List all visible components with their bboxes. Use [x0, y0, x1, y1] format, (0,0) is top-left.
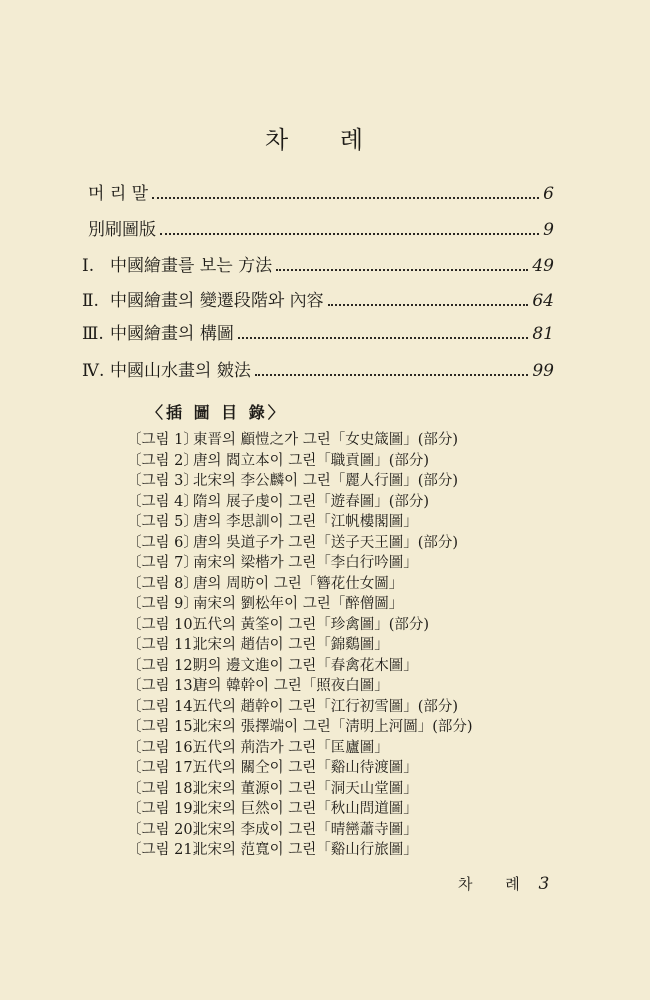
figure-item — [127, 756, 418, 776]
figure-description: 北宋의 李公麟이 그린「麗人行圖」(部分) — [193, 473, 459, 489]
figure-item — [127, 654, 418, 674]
toc-entry — [82, 285, 554, 311]
figure-item — [127, 797, 418, 817]
figure-item — [127, 838, 418, 858]
toc-leader-dots — [160, 232, 539, 235]
toc-entry-number: Ⅰ. — [82, 256, 95, 276]
figure-item — [127, 490, 429, 510]
figure-description: 五代의 荊浩가 그린「匡廬圖」 — [193, 739, 389, 756]
page-footer — [458, 873, 549, 894]
figure-item — [127, 777, 418, 797]
toc-entry-label: 中國繪畫의 變遷段階와 內容 — [110, 291, 324, 311]
toc-entry-page: 6 — [543, 184, 554, 204]
figure-label: 〔그림 13〕 — [127, 678, 208, 694]
figure-description: 五代의 趙幹이 그린「江行初雪圖」(部分) — [193, 698, 459, 715]
figure-item — [127, 572, 403, 592]
figure-label: 〔그림 7〕 — [127, 555, 198, 571]
toc-leader-dots — [328, 303, 529, 306]
toc-entry-page: 64 — [532, 291, 554, 311]
figure-description: 唐의 李思訓이 그린「江帆樓閣圖」 — [193, 514, 418, 530]
figure-label: 〔그림 17〕 — [127, 760, 208, 776]
toc-entry-page: 9 — [543, 220, 554, 240]
figure-description: 唐의 韓幹이 그린「照夜白圖」 — [193, 678, 389, 694]
toc-entry-label: 中國繪畫의 構圖 — [110, 324, 234, 344]
toc-entry-number: Ⅲ. — [82, 324, 104, 344]
figure-item — [127, 510, 418, 530]
figure-description: 明의 邊文進이 그린「春禽花木圖」 — [193, 657, 418, 674]
figure-description: 唐의 周昉이 그린「簪花仕女圖」 — [193, 575, 404, 592]
figure-description: 唐의 吳道子가 그린「送子天王圖」(部分) — [193, 534, 459, 551]
figure-item — [127, 551, 418, 571]
toc-entry — [88, 178, 554, 204]
toc-entry-number: Ⅱ. — [82, 291, 99, 311]
figure-item — [127, 449, 429, 469]
figure-label: 〔그림 6〕 — [127, 534, 198, 551]
figure-label: 〔그림 3〕 — [127, 473, 198, 489]
figure-label: 〔그림 21〕 — [127, 842, 208, 858]
toc-entry-label: 머 리 말 — [88, 184, 149, 204]
figure-item — [127, 633, 389, 653]
figure-description: 隋의 展子虔이 그린「遊春圖」(部分) — [193, 493, 430, 510]
figure-description: 北宋의 李成이 그린「晴巒蕭寺圖」 — [193, 821, 418, 838]
figure-label: 〔그림 20〕 — [127, 821, 208, 838]
toc-entry-page: 49 — [532, 256, 554, 276]
figure-description: 北宋의 張擇端이 그린「淸明上河圖」(部分) — [193, 719, 473, 735]
figure-label: 〔그림 2〕 — [127, 452, 198, 469]
figure-item — [127, 818, 418, 838]
toc-leader-dots — [276, 268, 528, 271]
figure-description: 南宋의 劉松年이 그린「醉僧圖」 — [193, 596, 404, 612]
figures-heading: 〈插 圖 目 錄〉 — [147, 403, 287, 422]
page-number: 3 — [538, 874, 550, 894]
figure-label: 〔그림 1〕 — [127, 432, 198, 448]
toc-entry-page: 81 — [532, 324, 554, 344]
figure-item — [127, 592, 403, 612]
figure-description: 北宋의 董源이 그린「洞天山堂圖」 — [193, 780, 418, 797]
figure-label: 〔그림 4〕 — [127, 493, 198, 510]
toc-entry-label: 別刷圖版 — [88, 220, 156, 240]
toc-entry-page: 99 — [532, 361, 554, 381]
figure-label: 〔그림 16〕 — [127, 739, 208, 756]
figure-label: 〔그림 15〕 — [127, 719, 208, 735]
figure-description: 五代의 關仝이 그린「谿山待渡圖」 — [193, 760, 418, 776]
figure-label: 〔그림 19〕 — [127, 801, 208, 817]
running-footer-label: 차 례 — [458, 875, 534, 893]
figure-description: 北宋의 巨然이 그린「秋山問道圖」 — [193, 801, 418, 817]
figure-label: 〔그림 5〕 — [127, 514, 198, 530]
figure-description: 五代의 黃筌이 그린「珍禽圖」(部分) — [193, 616, 430, 633]
page-title: 차 례 — [265, 126, 385, 154]
figure-label: 〔그림 11〕 — [127, 637, 208, 653]
toc-entry-label: 中國繪畫를 보는 方法 — [110, 256, 273, 276]
toc-leader-dots — [255, 373, 529, 376]
figure-item — [127, 715, 473, 735]
figure-item — [127, 613, 429, 633]
figure-item — [127, 674, 389, 694]
toc-leader-dots — [238, 336, 529, 339]
figure-item — [127, 736, 389, 756]
toc-entry — [82, 318, 554, 344]
figure-label: 〔그림 18〕 — [127, 780, 208, 797]
figure-description: 唐의 閻立本이 그린「職貢圖」(部分) — [193, 452, 430, 469]
toc-entry-number: Ⅳ. — [82, 361, 105, 381]
figure-item — [127, 695, 458, 715]
figure-item — [127, 531, 458, 551]
figure-description: 東晋의 顧愷之가 그린「女史箴圖」(部分) — [193, 432, 459, 448]
toc-entry — [82, 355, 554, 381]
toc-entry-label: 中國山水畫의 皴法 — [110, 361, 251, 381]
figure-label: 〔그림 12〕 — [127, 657, 208, 674]
figure-label: 〔그림 14〕 — [127, 698, 208, 715]
figure-label: 〔그림 10〕 — [127, 616, 208, 633]
toc-entry — [82, 250, 554, 276]
figure-label: 〔그림 8〕 — [127, 575, 198, 592]
figure-item — [127, 469, 458, 489]
figure-item — [127, 428, 458, 448]
toc-entry — [88, 214, 554, 240]
figure-label: 〔그림 9〕 — [127, 596, 198, 612]
figure-description: 北宋의 趙佶이 그린「錦鷄圖」 — [193, 637, 389, 653]
toc-leader-dots — [152, 196, 539, 199]
figure-description: 南宋의 梁楷가 그린「李白行吟圖」 — [193, 555, 418, 571]
figure-description: 北宋의 范寬이 그린「谿山行旅圖」 — [193, 842, 418, 858]
